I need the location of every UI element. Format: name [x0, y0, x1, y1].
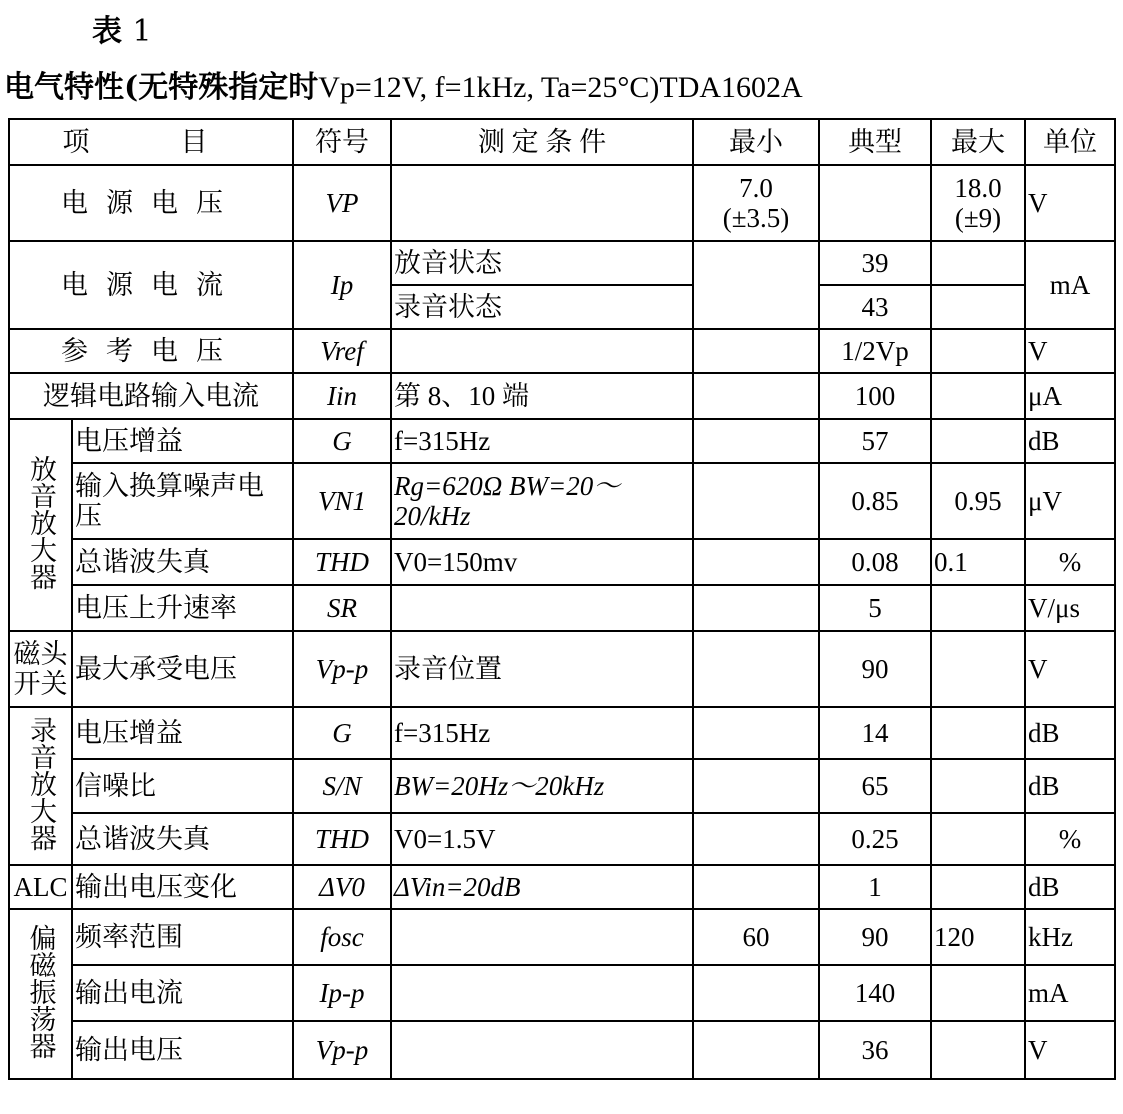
- header-symbol: 符号: [293, 119, 391, 165]
- typ-cell: 0.25: [819, 813, 931, 865]
- max-cell: [931, 1021, 1025, 1079]
- item-cell: 电压上升速率: [72, 585, 293, 631]
- item-cell: 逻辑电路输入电流: [9, 373, 293, 419]
- unit-cell: μA: [1025, 373, 1115, 419]
- min-note: (±3.5): [722, 203, 790, 233]
- unit-cell: V: [1025, 631, 1115, 707]
- item-cell: 参考电压: [9, 329, 293, 373]
- min-cell: [693, 165, 819, 241]
- item-cell: 总谐波失真: [72, 539, 293, 585]
- condition-cell: V0=150mv: [391, 539, 693, 585]
- min-cell: [693, 463, 819, 539]
- table-row: [9, 759, 1115, 813]
- max-cell: [931, 585, 1025, 631]
- condition-cell: 录音位置: [391, 631, 693, 707]
- symbol-cell: VP: [293, 165, 391, 241]
- item-cell: 电压增益: [72, 419, 293, 463]
- condition-cell: [391, 909, 693, 965]
- condition-cell: 录音状态: [391, 285, 693, 329]
- unit-cell: V: [1025, 1021, 1115, 1079]
- condition-cell: 放音状态: [391, 241, 693, 285]
- condition-cell: Rg=620Ω BW=20～20/kHz: [391, 463, 693, 539]
- subtitle-title: 电气特性(无特殊指定时: [4, 70, 319, 105]
- typ-cell: 5: [819, 585, 931, 631]
- header-row: [9, 119, 1115, 165]
- group-label-head-switch: 磁头开关: [9, 631, 72, 707]
- typ-cell: 36: [819, 1021, 931, 1079]
- table-row: [9, 419, 1115, 463]
- symbol-cell: fosc: [293, 909, 391, 965]
- group-label-bias-osc: 偏磁振荡器: [9, 909, 72, 1079]
- condition-cell: V0=1.5V: [391, 813, 693, 865]
- table-row: [9, 373, 1115, 419]
- table-subtitle: [4, 62, 803, 106]
- symbol-cell: THD: [293, 813, 391, 865]
- min-cell: [693, 329, 819, 373]
- symbol-cell: ΔV0: [293, 865, 391, 909]
- max-cell: [931, 759, 1025, 813]
- table-row: [9, 241, 1115, 285]
- symbol-cell: Vp-p: [293, 631, 391, 707]
- unit-cell: mA: [1025, 965, 1115, 1021]
- item-cell: 电源电流: [9, 241, 293, 329]
- item-cell: 电压增益: [72, 707, 293, 759]
- unit-cell: dB: [1025, 707, 1115, 759]
- header-typ: 典型: [819, 119, 931, 165]
- unit-cell: V: [1025, 165, 1115, 241]
- item-cell: 最大承受电压: [72, 631, 293, 707]
- table-row: [9, 813, 1115, 865]
- min-cell: [693, 1021, 819, 1079]
- symbol-cell: S/N: [293, 759, 391, 813]
- max-cell: [931, 965, 1025, 1021]
- table-row: [9, 463, 1115, 539]
- min-cell: [693, 965, 819, 1021]
- symbol-cell: THD: [293, 539, 391, 585]
- max-cell: [931, 285, 1025, 329]
- typ-cell: 14: [819, 707, 931, 759]
- header-max: 最大: [931, 119, 1025, 165]
- item-cell: 频率范围: [72, 909, 293, 965]
- header-unit: 单位: [1025, 119, 1115, 165]
- item-cell: 输出电压: [72, 1021, 293, 1079]
- min-cell: [693, 419, 819, 463]
- table-row: [9, 165, 1115, 241]
- max-cell: [931, 813, 1025, 865]
- min-cell: [693, 539, 819, 585]
- unit-cell: kHz: [1025, 909, 1115, 965]
- typ-cell: 0.08: [819, 539, 931, 585]
- subtitle-conditions: Vp=12V, f=1kHz, Ta=25°C)TDA1602A: [318, 71, 803, 104]
- symbol-cell: G: [293, 419, 391, 463]
- symbol-cell: Ip-p: [293, 965, 391, 1021]
- symbol-cell: SR: [293, 585, 391, 631]
- table-row: [9, 631, 1115, 707]
- caption-label: 表: [92, 14, 122, 49]
- condition-cell: [391, 329, 693, 373]
- max-cell: 0.1: [931, 539, 1025, 585]
- max-cell: [931, 707, 1025, 759]
- unit-cell: V: [1025, 329, 1115, 373]
- typ-cell: [819, 165, 931, 241]
- table-caption: [92, 6, 152, 50]
- typ-cell: 140: [819, 965, 931, 1021]
- max-cell: 120: [931, 909, 1025, 965]
- unit-cell: V/μs: [1025, 585, 1115, 631]
- max-value: 18.0: [954, 173, 1002, 203]
- item-cell: 输出电流: [72, 965, 293, 1021]
- min-cell: [693, 241, 819, 329]
- max-cell: [931, 241, 1025, 285]
- electrical-characteristics-table: [8, 118, 1116, 1080]
- typ-cell: 43: [819, 285, 931, 329]
- unit-cell: dB: [1025, 419, 1115, 463]
- typ-cell: 57: [819, 419, 931, 463]
- condition-cell: f=315Hz: [391, 419, 693, 463]
- min-cell: [693, 759, 819, 813]
- table-row: [9, 865, 1115, 909]
- table-row: [9, 585, 1115, 631]
- unit-cell: %: [1025, 539, 1115, 585]
- max-note: (±9): [954, 203, 1002, 233]
- item-cell: 输出电压变化: [72, 865, 293, 909]
- max-cell: [931, 165, 1025, 241]
- header-item: 项 目: [9, 119, 293, 165]
- group-label-record: 录音放大器: [9, 707, 72, 865]
- typ-cell: 100: [819, 373, 931, 419]
- table-row: [9, 965, 1115, 1021]
- item-cell: 信噪比: [72, 759, 293, 813]
- max-cell: [931, 419, 1025, 463]
- condition-cell: ΔVin=20dB: [391, 865, 693, 909]
- table-row: [9, 909, 1115, 965]
- typ-cell: 1/2Vp: [819, 329, 931, 373]
- symbol-cell: VN1: [293, 463, 391, 539]
- min-cell: [693, 707, 819, 759]
- item-cell: 电源电压: [9, 165, 293, 241]
- group-label-playback: 放音放大器: [9, 419, 72, 631]
- condition-cell: BW=20Hz～20kHz: [391, 759, 693, 813]
- symbol-cell: Vref: [293, 329, 391, 373]
- min-cell: [693, 865, 819, 909]
- unit-cell: μV: [1025, 463, 1115, 539]
- unit-cell: dB: [1025, 865, 1115, 909]
- min-value: 7.0: [739, 173, 773, 203]
- condition-cell: [391, 585, 693, 631]
- group-label-alc: ALC: [9, 865, 72, 909]
- typ-cell: 1: [819, 865, 931, 909]
- symbol-cell: Iin: [293, 373, 391, 419]
- table-row: [9, 539, 1115, 585]
- unit-cell: mA: [1025, 241, 1115, 329]
- min-cell: [693, 585, 819, 631]
- condition-cell: 第 8、10 端: [391, 373, 693, 419]
- max-cell: [931, 329, 1025, 373]
- table-row: [9, 329, 1115, 373]
- caption-number: 1: [132, 14, 152, 49]
- unit-cell: dB: [1025, 759, 1115, 813]
- typ-cell: 90: [819, 631, 931, 707]
- max-cell: [931, 631, 1025, 707]
- min-cell: 60: [693, 909, 819, 965]
- item-cell: 输入换算噪声电压: [72, 463, 293, 539]
- condition-cell: [391, 965, 693, 1021]
- table-row: [9, 707, 1115, 759]
- unit-cell: %: [1025, 813, 1115, 865]
- min-cell: [693, 631, 819, 707]
- typ-cell: 0.85: [819, 463, 931, 539]
- table-row: [9, 1021, 1115, 1079]
- symbol-cell: Ip: [293, 241, 391, 329]
- max-cell: 0.95: [931, 463, 1025, 539]
- condition-cell: [391, 165, 693, 241]
- condition-cell: [391, 1021, 693, 1079]
- max-cell: [931, 373, 1025, 419]
- condition-cell: f=315Hz: [391, 707, 693, 759]
- header-condition: 测 定 条 件: [391, 119, 693, 165]
- symbol-cell: G: [293, 707, 391, 759]
- typ-cell: 90: [819, 909, 931, 965]
- typ-cell: 39: [819, 241, 931, 285]
- min-cell: [693, 813, 819, 865]
- min-cell: [693, 373, 819, 419]
- header-min: 最小: [693, 119, 819, 165]
- symbol-cell: Vp-p: [293, 1021, 391, 1079]
- max-cell: [931, 865, 1025, 909]
- item-cell: 总谐波失真: [72, 813, 293, 865]
- typ-cell: 65: [819, 759, 931, 813]
